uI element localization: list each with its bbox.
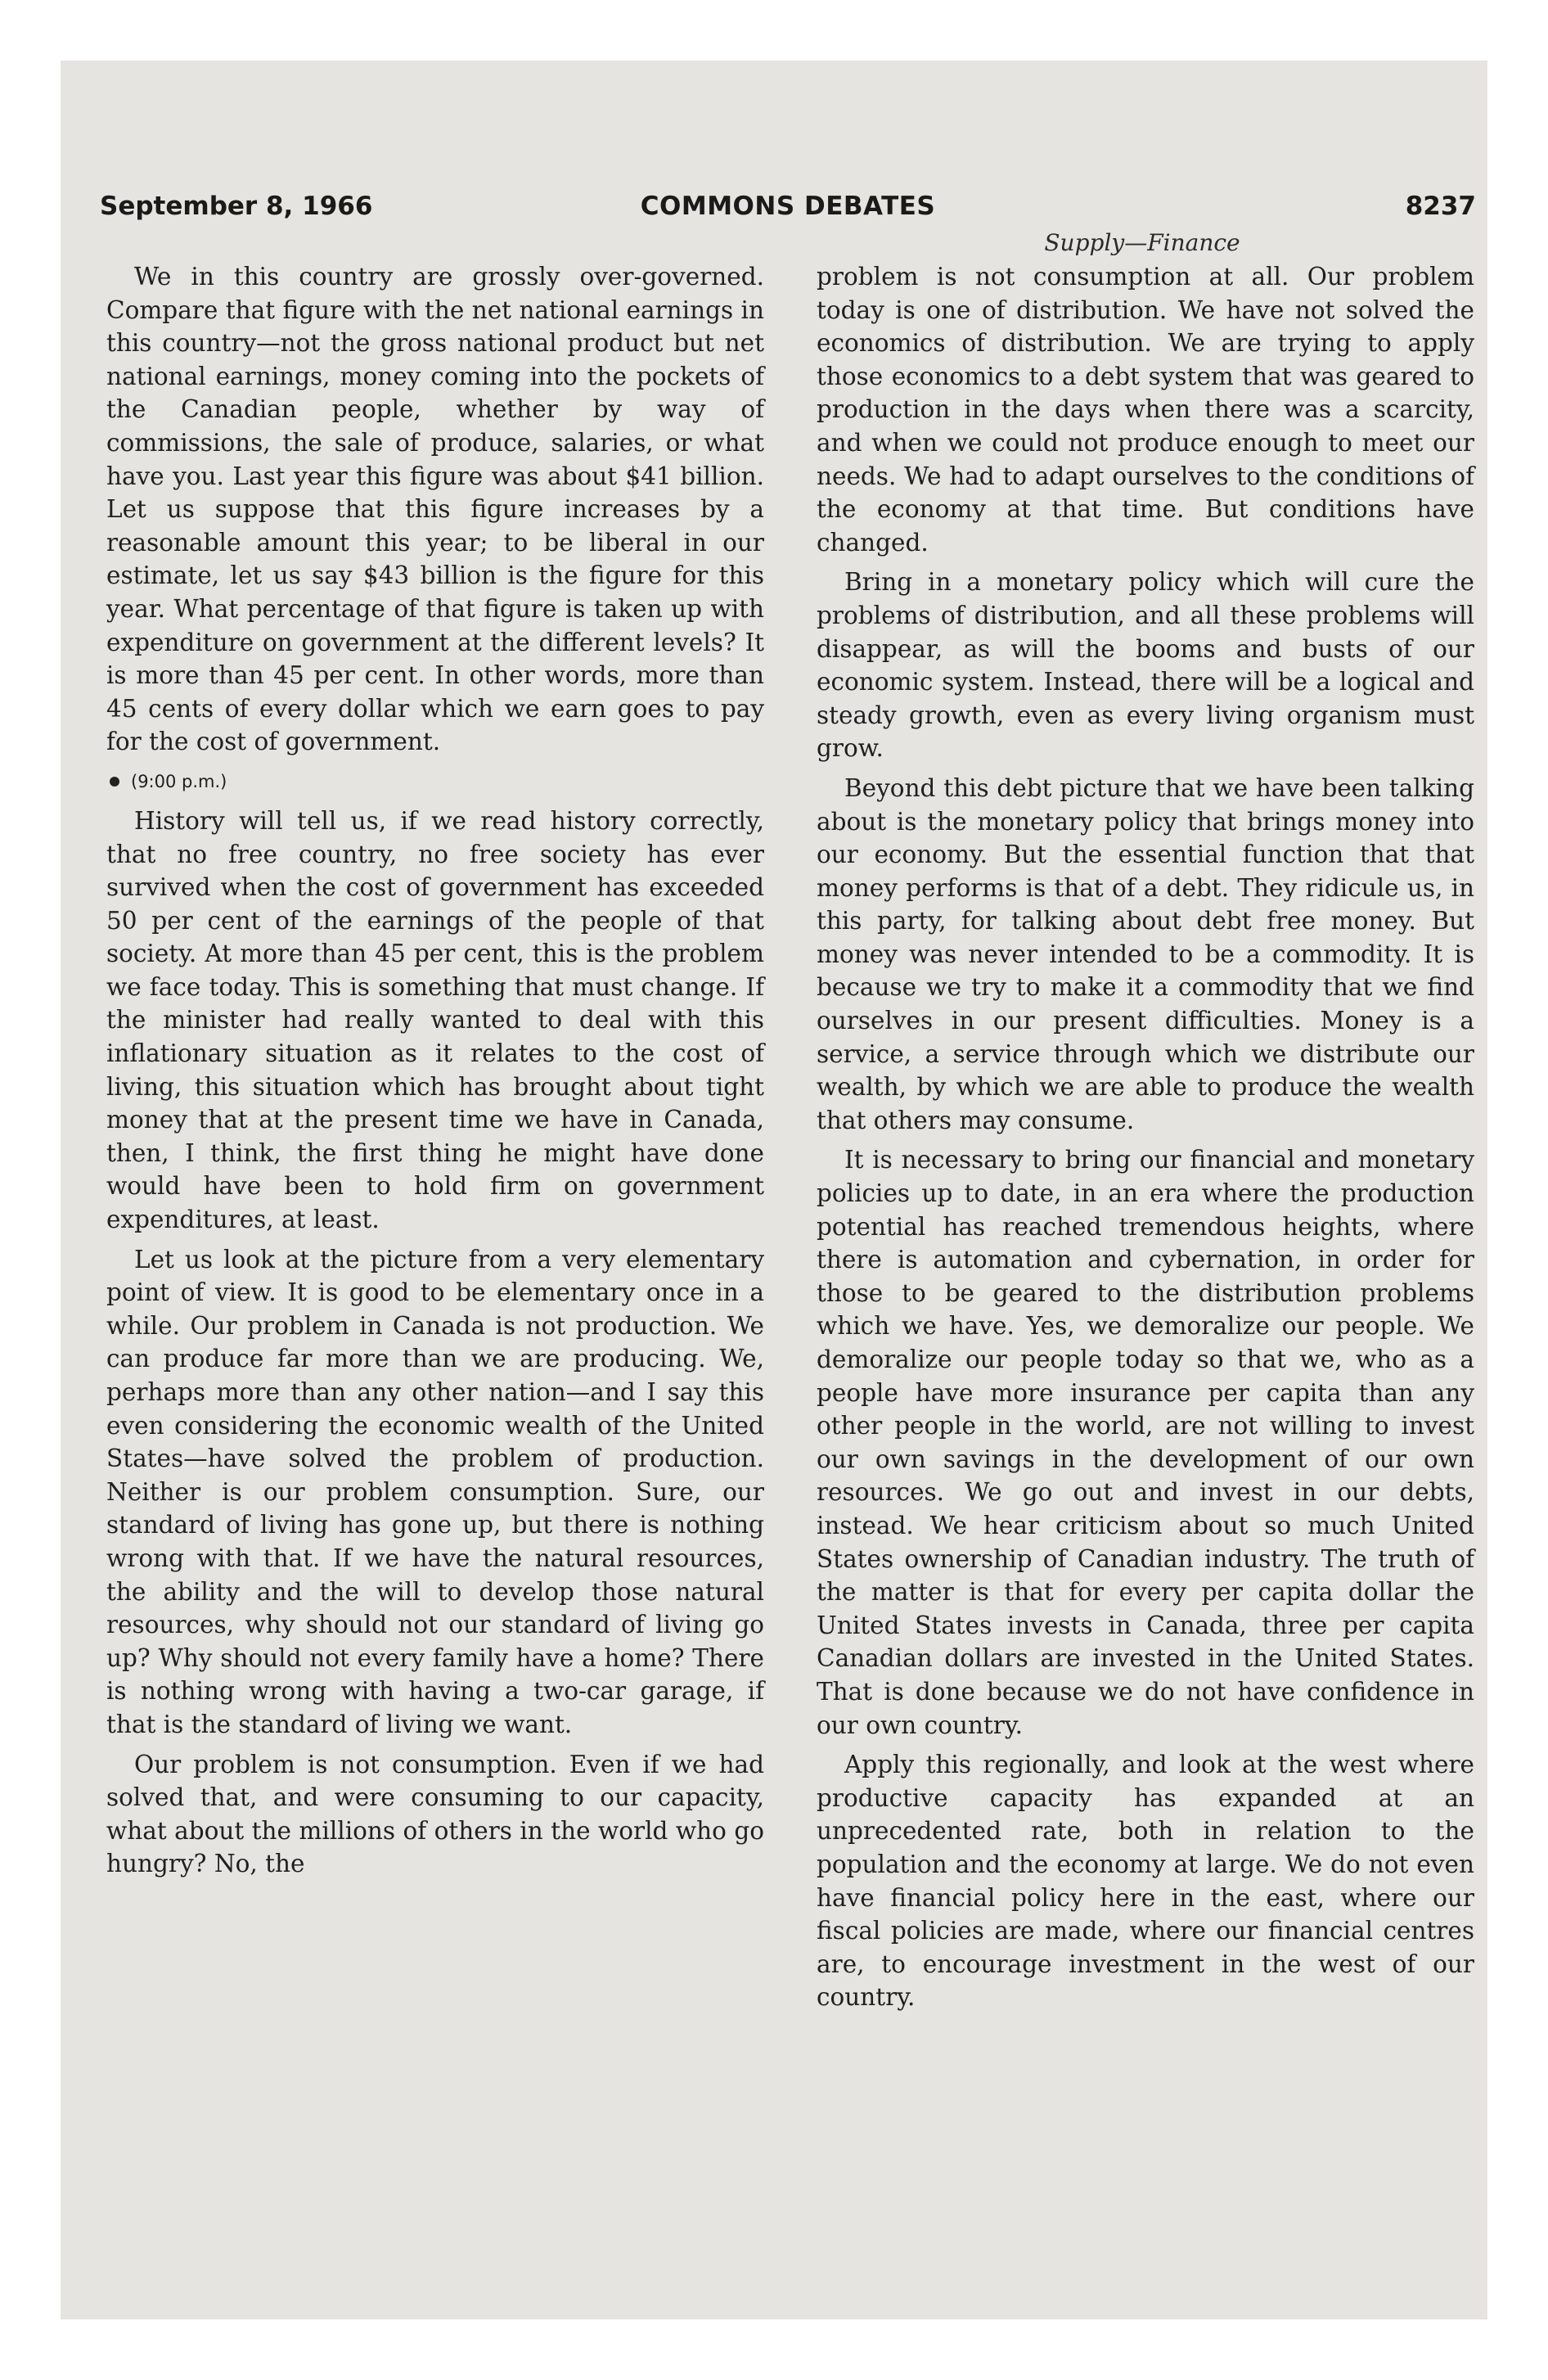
left-paragraph-2: History will tell us, if we read history correctly, that no free country, no free society has ever survived when the cost of government has exceeded 50 per cent of the earnings of the people of that society. At more than 45 per cent, this is the problem we face today. This is something that must change. If the minister had really wanted to deal with this inflationary situation as it relates to the cost of living, this situation which has brought about tight money that at the present time we have in Canada, then, I think, the first thing he might have done would have been to hold firm on government expenditures, at least. [106,806,764,1234]
right-paragraph-3: Beyond this debt picture that we have been talking about is the monetary policy that brings money into our economy. But the essential function that that money performs is that of a debt. They ridicule us, in this party, for talking about debt free money. But money was never intended to be a commodity. It is because we try to make it a commodity that we find ourselves in our present difficulties. Money is a service, a service through which we distribute our wealth, by which we are able to produce the wealth that others may consume. [817,773,1474,1134]
page-scan [61,61,1487,2319]
right-paragraph-1: problem is not consumption at all. Our problem today is one of distribution. We have not solved the economics of distribution. We are trying to apply those economics to a debt system that was geared to production in the days when there was a scarcity, and when we could not produce enough to meet our needs. We had to adapt ourselves to the conditions of the economy at that time. But conditions have changed. [817,263,1474,557]
header-journal-title: COMMONS DEBATES [640,192,936,221]
left-paragraph-4: Our problem is not consumption. Even if we had solved that, and were consuming to our capacity, what about the millions of others in the world who go hungry? No, the [106,1750,764,1878]
header-page-number: 8237 [1405,192,1476,221]
time-marker-text: (9:00 p.m.) [131,771,227,791]
left-paragraph-1: We in this country are grossly over-governed. Compare that figure with the net national earnings in this country—not the gross national product but net national earnings, money coming into the pockets of the Canadian people, whether by way of commissions, the sale of produce, salaries, or what have you. Last year this figure was about $41 billion. Let us suppose that this figure increases by a reasonable amount this year; to be liberal in our estimate, let us say $43 billion is the figure for this year. What percentage of that figure is taken up with expenditure on government at the different levels? It is more than 45 per cent. In other words, more than 45 cents of every dollar which we earn goes to pay for the cost of government. [106,263,764,756]
header-date: September 8, 1966 [100,192,373,221]
right-paragraph-4: It is necessary to bring our financial and monetary policies up to date, in an era where the production potential has reached tremendous heights, where there is automation and cybernation, in order for those to be geared to the distribution problems which we have. Yes, we demoralize our people. We demoralize our people today so that we, who as a people have more insurance per capita than any other people in the world, are not willing to invest our own savings in the development of our own resources. We go out and invest in our debts, instead. We hear criticism about so much United States ownership of Canadian industry. The truth of the matter is that for every per capita dollar the United States invests in Canada, three per capita Canadian dollars are invested in the United States. That is done because we do not have confidence in our own country. [817,1146,1474,1739]
running-title: Supply—Finance [1044,229,1240,256]
left-column [106,260,764,1887]
time-marker [106,765,764,798]
right-paragraph-2: Bring in a monetary policy which will cure the problems of distribution, and all these problems will disappear, as will the booms and busts of our economic system. Instead, there will be a logical and steady growth, even as every living organism must grow. [817,568,1474,763]
right-column [817,260,1474,2021]
page-header [100,192,1476,224]
left-paragraph-3: Let us look at the picture from a very elementary point of view. It is good to be elementary once in a while. Our problem in Canada is not production. We can produce far more than we are producing. We, perhaps more than any other nation—and I say this even considering the economic wealth of the United States—have solved the problem of production. Neither is our problem consumption. Sure, our standard of living has gone up, but there is nothing wrong with that. If we have the natural resources, the ability and the will to develop those natural resources, why should not our standard of living go up? Why should not every family have a home? There is nothing wrong with having a two-car garage, if that is the standard of living we want. [106,1245,764,1738]
bullet-icon [110,777,119,787]
right-paragraph-5: Apply this regionally, and look at the west where productive capacity has expanded at an unprecedented rate, both in relation to the population and the economy at large. We do not even have financial policy here in the east, where our fiscal policies are made, where our financial centres are, to encourage investment in the west of our country. [817,1751,1474,2012]
